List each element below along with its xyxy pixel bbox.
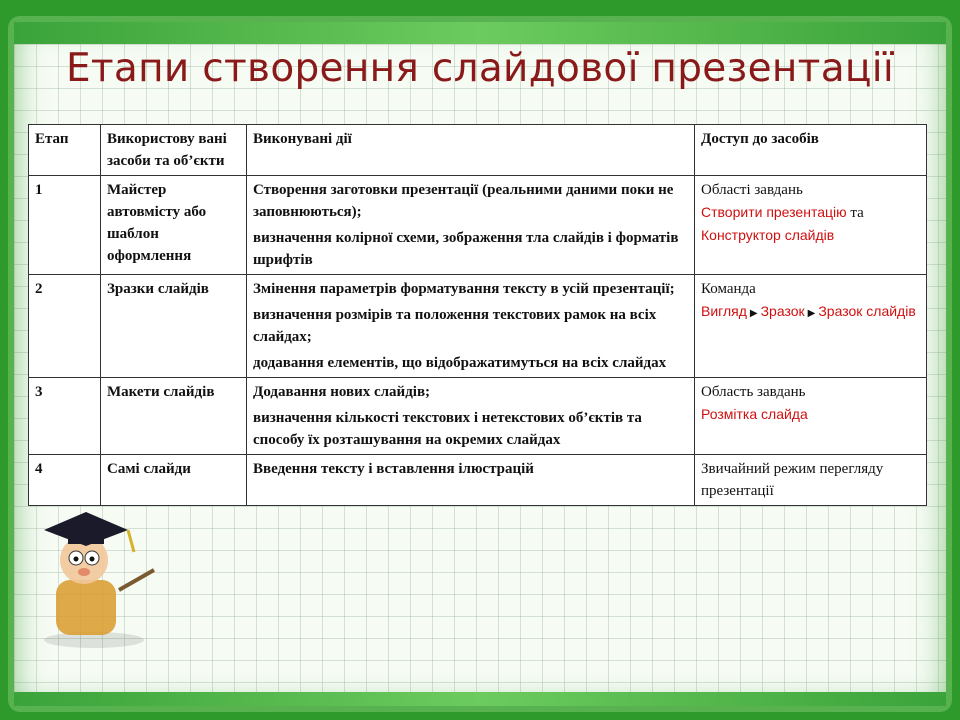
table-row [29,378,927,455]
header-stage: Етап [29,125,101,176]
tool-cell: Зразки слайдів [101,275,247,378]
access-prefix: Область завдань [701,384,806,400]
stages-table [28,124,927,506]
access-cell [695,378,927,455]
header-actions: Виконувані дії [247,125,695,176]
table-row [29,176,927,275]
table-header-row [29,125,927,176]
actions-cell [247,455,695,506]
menu-path-item: Зразок [760,303,805,319]
access-cell [695,176,927,275]
action-item: Додавання нових слайдів; [253,384,431,400]
tool-cell: Самі слайди [101,455,247,506]
decorative-bottom-border [14,692,946,706]
table-row [29,275,927,378]
access-prefix: Звичайний режим перегляду презентації [701,461,884,499]
action-item: визначення кількості текстових і нетекстових об’єктів та способу їх розташування на окремих слайдах [253,410,642,448]
action-item: додавання елементів, що відображатимуться на всіх слайдах [253,355,667,371]
triangle-right-icon: ▶ [807,308,816,319]
action-item: визначення колірної схеми, зображення тла слайдів і форматів шрифтів [253,230,679,268]
access-cell [695,275,927,378]
access-prefix: Команда [701,281,756,297]
menu-path-item: Вигляд [701,303,747,319]
menu-path-item: Зразок слайдів [818,303,916,319]
stage-number: 4 [29,455,101,506]
task-pane-name: Розмітка слайда [701,406,808,422]
decorative-top-border [14,22,946,44]
task-pane-name: Конструктор слайдів [701,227,835,243]
professor-mascot-icon [24,490,164,650]
access-cell [695,455,927,506]
menu-path [701,303,916,319]
stage-number: 3 [29,378,101,455]
action-item: Введення тексту і вставлення ілюстрацій [253,461,534,477]
task-pane-name: Створити презентацію [701,204,847,220]
actions-cell [247,176,695,275]
action-item: Створення заготовки презентації (реальними даними поки не заповнюються); [253,182,674,220]
action-item: визначення розмірів та положення текстових рамок на всіх слайдах; [253,307,657,345]
stage-number: 1 [29,176,101,275]
header-access: Доступ до засобів [695,125,927,176]
action-item: Змінення параметрів форматування тексту в усій презентації; [253,281,675,297]
header-tools: Використову вані засоби та об’єкти [101,125,247,176]
tool-cell: Майстер автовмісту або шаблон оформлення [101,176,247,275]
triangle-right-icon: ▶ [749,308,758,319]
access-join: та [846,205,864,221]
slide-title: Етапи створення слайдової презентації [65,46,895,91]
tool-cell: Макети слайдів [101,378,247,455]
actions-cell [247,275,695,378]
actions-cell [247,378,695,455]
table-row [29,455,927,506]
stage-number: 2 [29,275,101,378]
access-prefix: Області завдань [701,182,803,198]
